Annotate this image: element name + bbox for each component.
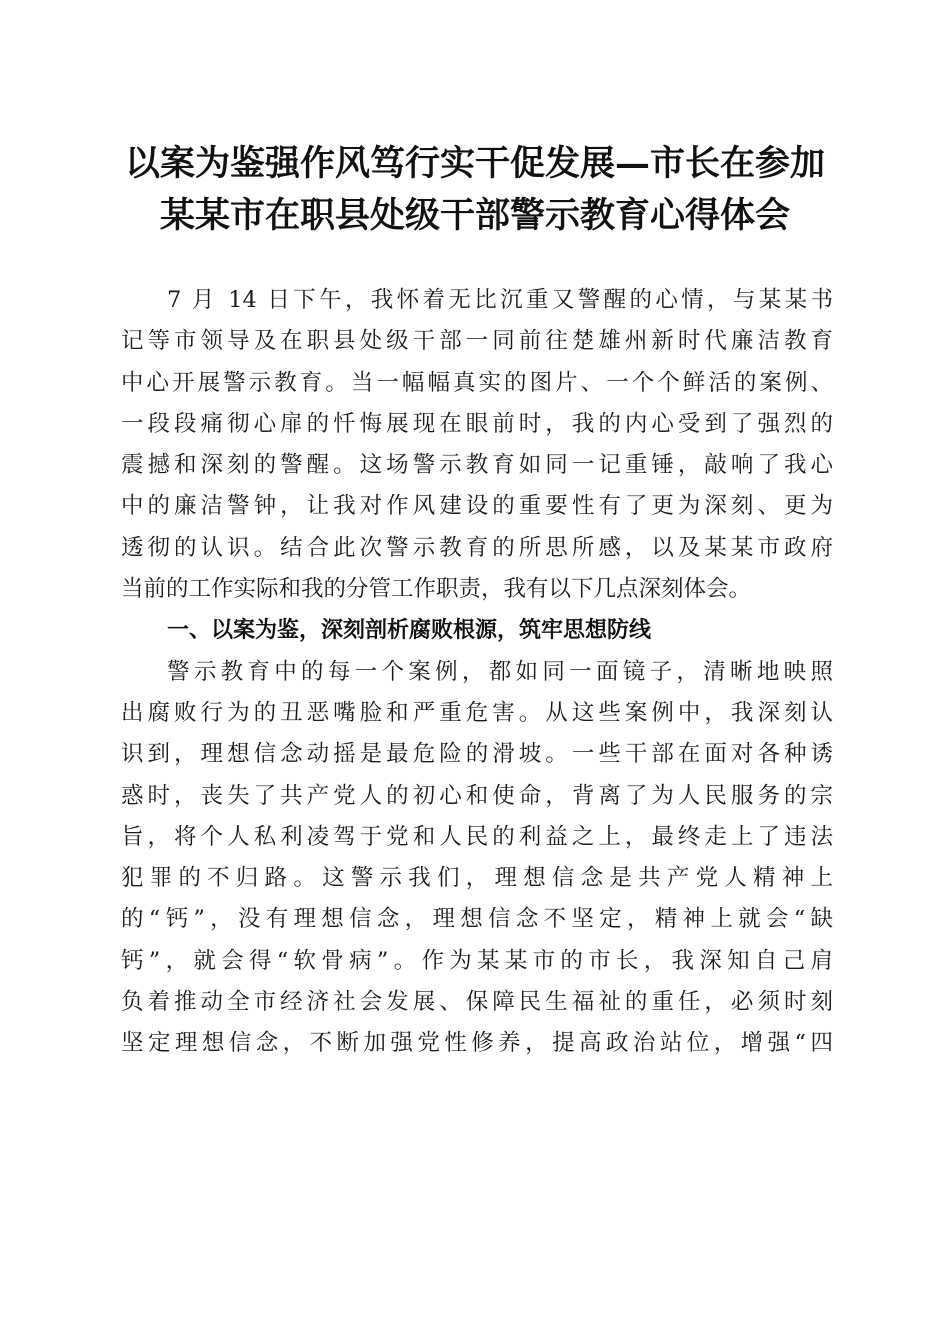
paragraph-1-line-6: 中的廉洁警钟，让我对作风建设的重要性有了更为深刻、更为 (121, 493, 833, 520)
paragraph-1-line-8: 当前的工作实际和我的分管工作职责，我有以下几点深刻体会。 (121, 576, 752, 603)
paragraph-1-line-2: 记等市领导及在职县处级干部一同前往楚雄州新时代廉洁教育 (121, 328, 833, 355)
paragraph-1-line-4: 一段段痛彻心扉的忏悔展现在眼前时，我的内心受到了强烈的 (121, 410, 833, 437)
paragraph-2-line-6: 犯罪的不归路。这警示我们，理想信念是共产党人精神上 (121, 865, 833, 892)
paragraph-1-line-5: 震撼和深刻的警醒。这场警示教育如同一记重锤，敲响了我心 (121, 452, 833, 479)
document-body (121, 280, 833, 1065)
section-heading-1: 一、以案为鉴，深刻剖析腐败根源，筑牢思想防线 (167, 618, 652, 644)
paragraph-2-line-10: 坚定理想信念，不断加强党性修养，提高政治站位，增强“四 (121, 1030, 833, 1057)
paragraph-2-line-9: 负着推动全市经济社会发展、保障民生福祉的重任，必须时刻 (121, 989, 833, 1016)
title-line-2: 某某市在职县处级干部警示教育心得体会 (159, 195, 790, 236)
paragraph-1-line-3: 中心开展警示教育。当一幅幅真实的图片、一个个鲜活的案例、 (121, 369, 833, 396)
paragraph-2-line-2: 出腐败行为的丑恶嘴脸和严重危害。从这些案例中，我深刻认 (121, 699, 833, 726)
paragraph-1-line-1: 7 月 14 日下午，我怀着无比沉重又警醒的心情，与某某书 (167, 287, 833, 313)
paragraph-2-line-5: 旨，将个人私利凌驾于党和人民的利益之上，最终走上了违法 (121, 823, 833, 850)
paragraph-1-line-7: 透彻的认识。结合此次警示教育的所思所感，以及某某市政府 (121, 534, 833, 561)
paragraph-2-line-3: 识到，理想信念动摇是最危险的滑坡。一些干部在面对各种诱 (121, 741, 833, 768)
paragraph-2-line-7: 的“钙”，没有理想信念，理想信念不坚定，精神上就会“缺 (121, 906, 833, 933)
paragraph-2-line-1: 警示教育中的每一个案例，都如同一面镜子，清晰地映照 (167, 658, 833, 685)
document-title (100, 138, 850, 242)
title-line-1: 以案为鉴强作风笃行实干促发展—市长在参加 (124, 143, 825, 184)
paragraph-2-line-8: 钙”，就会得“软骨病”。作为某某市的市长，我深知自己肩 (121, 947, 833, 974)
paragraph-2-line-4: 惑时，丧失了共产党人的初心和使命，背离了为人民服务的宗 (121, 782, 833, 809)
